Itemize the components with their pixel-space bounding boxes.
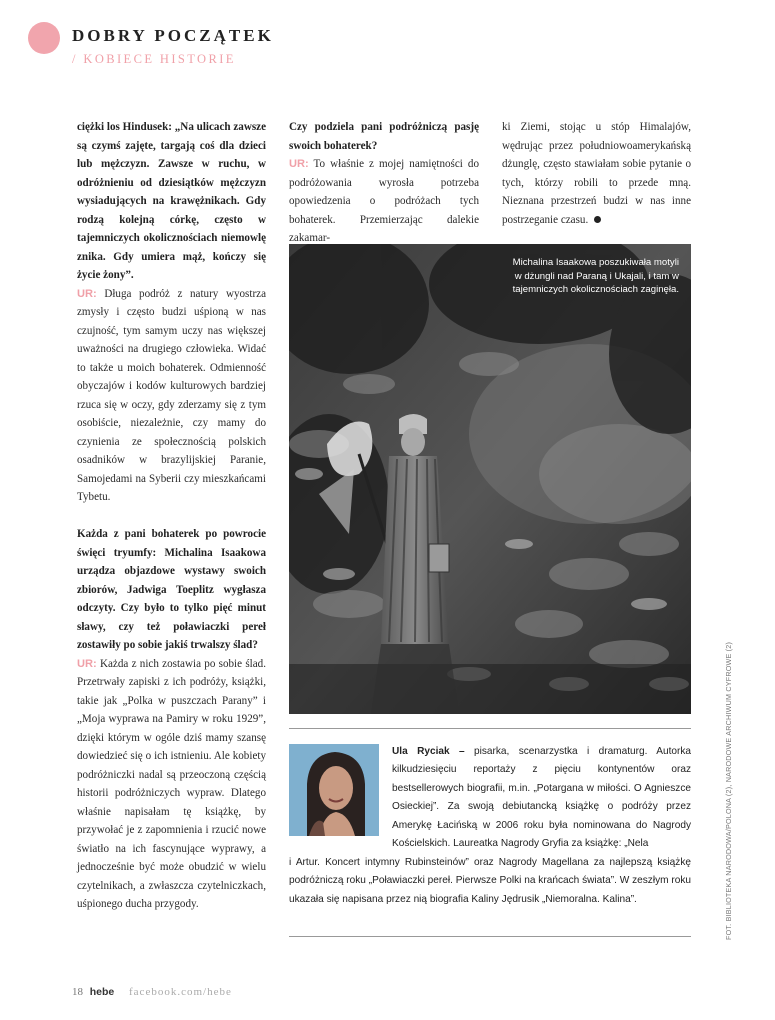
author-bio: [392, 743, 691, 853]
section-dot: [28, 22, 60, 54]
question-3: Czy podziela pani podróżniczą pasję swoich bohaterek?: [289, 121, 479, 152]
author-bio-continued: i Artur. Koncert intymny Rubinsteinów” oraz Nagrody Magellana za najlepszą książkę podróżniczą roku „Poławiaczki pereł. Pierwsze Polki na krańcach świata”. W zeszłym roku ukazała się napisana przez nią biografia Kaliny Jędrusik „Niemoralna. Kalina”.: [289, 857, 691, 905]
column-2: [289, 118, 479, 248]
answer-label: UR:: [289, 158, 309, 170]
column-3: [502, 118, 691, 229]
answer-3-continued-text: ki Ziemi, stojąc u stóp Himalajów, wędrując przez południowoamerykańską dżunglę, często stawiałam sobie pytanie o tych, którzy robili to przede mną. Nieznana przestrzeń budzi w nas inne postrzeganie czasu.: [502, 121, 691, 226]
column-1: [77, 118, 266, 914]
brand-logo: hebe: [89, 986, 115, 998]
photo-caption: Michalina Isaakowa poszukiwała motyli w dżungli nad Paraną i Ukajali, i tam w tajemniczych okolicznościach zaginęła.: [512, 257, 679, 295]
photo-credit: FOT. BIBLIOTEKA NARODOWA/POLONA (2), NARODOWE ARCHIWUM CYFROWE (2): [724, 641, 733, 940]
answer-3-text: To właśnie z mojej namiętności do podróżowania wyrosła potrzeba opowiedzenia o podróżach tych bohaterek. Przemierzając dalekie zakamar-: [289, 158, 479, 244]
answer-1: [77, 285, 266, 507]
jungle-photo-illustration: [289, 244, 691, 714]
section-subtitle: / KOBIECE HISTORIE: [72, 52, 236, 66]
question-2: Każda z pani bohaterek po powrocie święci tryumfy: Michalina Isaakowa urządza objazdowe wystawy swoich zbiorów, Jadwiga Toeplitz wygłasza odczyty. Czy było to tylko pięć minut sławy, czy też poławiaczki pereł zostawiły po sobie jakiś trwalszy ślad?: [77, 528, 266, 651]
historical-photo: [289, 244, 691, 714]
bio-top-rule: [289, 728, 691, 729]
answer-1-text: Długa podróż z natury wyostrza zmysły i często budzi uśpioną w nas czujność, tym samym uczy nas większej uważności na drugiego człowieka. Widać to także u moich bohaterek. Odmienność obyczajów i kodów kulturowych bardziej rzuca się w oczy, gdy zderzamy się z tym osobiście, niezależnie, czy mamy do czynienia ze społecznością polskich osadników w brazylijskiej Paranie, Samojedami na Syberii czy mieszkańcami Tybetu.: [77, 287, 266, 503]
author-portrait-illustration: [289, 744, 379, 836]
answer-3-continued: [502, 118, 691, 229]
answer-label: UR:: [77, 657, 97, 670]
page-number: 18: [72, 986, 83, 998]
end-mark-icon: [594, 216, 601, 223]
bio-bottom-rule: [289, 936, 691, 937]
page-footer: [72, 986, 232, 998]
answer-label: UR:: [77, 287, 97, 300]
answer-2: [77, 655, 266, 914]
author-bio-text-1: pisarka, scenarzystka i dramaturg. Autorka kilkudziesięciu reportaży z pięciu kontynentów oraz bestsellerowych biografii, m.in. „Potargana w miłości. O Agnieszce Osieckiej”. Za swoją debiutancką książkę o podróży przez Amerykę Łacińską w 2006 roku była nominowana do Nagrody Kościelskich. Laureatka Nagrody Gryfia za książkę: „Nela: [392, 746, 692, 850]
answer-3: [289, 155, 479, 248]
author-name: Ula Ryciak –: [392, 746, 465, 757]
facebook-link[interactable]: facebook.com/hebe: [129, 986, 232, 998]
question-1-tail: ciężki los Hindusek: „Na ulicach zawsze są czymś zajęte, targają coś dla dzieci lub mężczyzn. Zawsze w ruchu, w odróżnieniu od dziesiątków mężczyzn wysiadujących na krawężnikach. Gdy rodzą kolejną córkę, często w tajemniczych okolicznościach niemowlę znika. Gdy umiera mąż, kończy się życie żony”.: [77, 121, 266, 281]
author-portrait: [289, 744, 379, 836]
answer-2-text: Każda z nich zostawia po sobie ślad. Przetrwały zapiski z ich podróży, książki, takie jak „Polka w puszczach Parany” i „Moja wyprawa na Pamiry w roku 1929”, dzięki którym w ogóle dziś mamy szansę dowiedzieć się o ich istnieniu. Ale kobiety podróżniczki nadal są przeoczoną częścią historii podróżniczych wypraw. Dlatego właśnie napisałam tę książkę, by przywołać je z zapomnienia i rzucić nowe światło na ich fascynujące wyprawy, a jednocześnie być może obudzić w wielu czytelnikach, a zwłaszcza czytelniczkach, uśpionego ducha przygody.: [77, 657, 266, 910]
section-title: DOBRY POCZĄTEK: [72, 26, 274, 45]
